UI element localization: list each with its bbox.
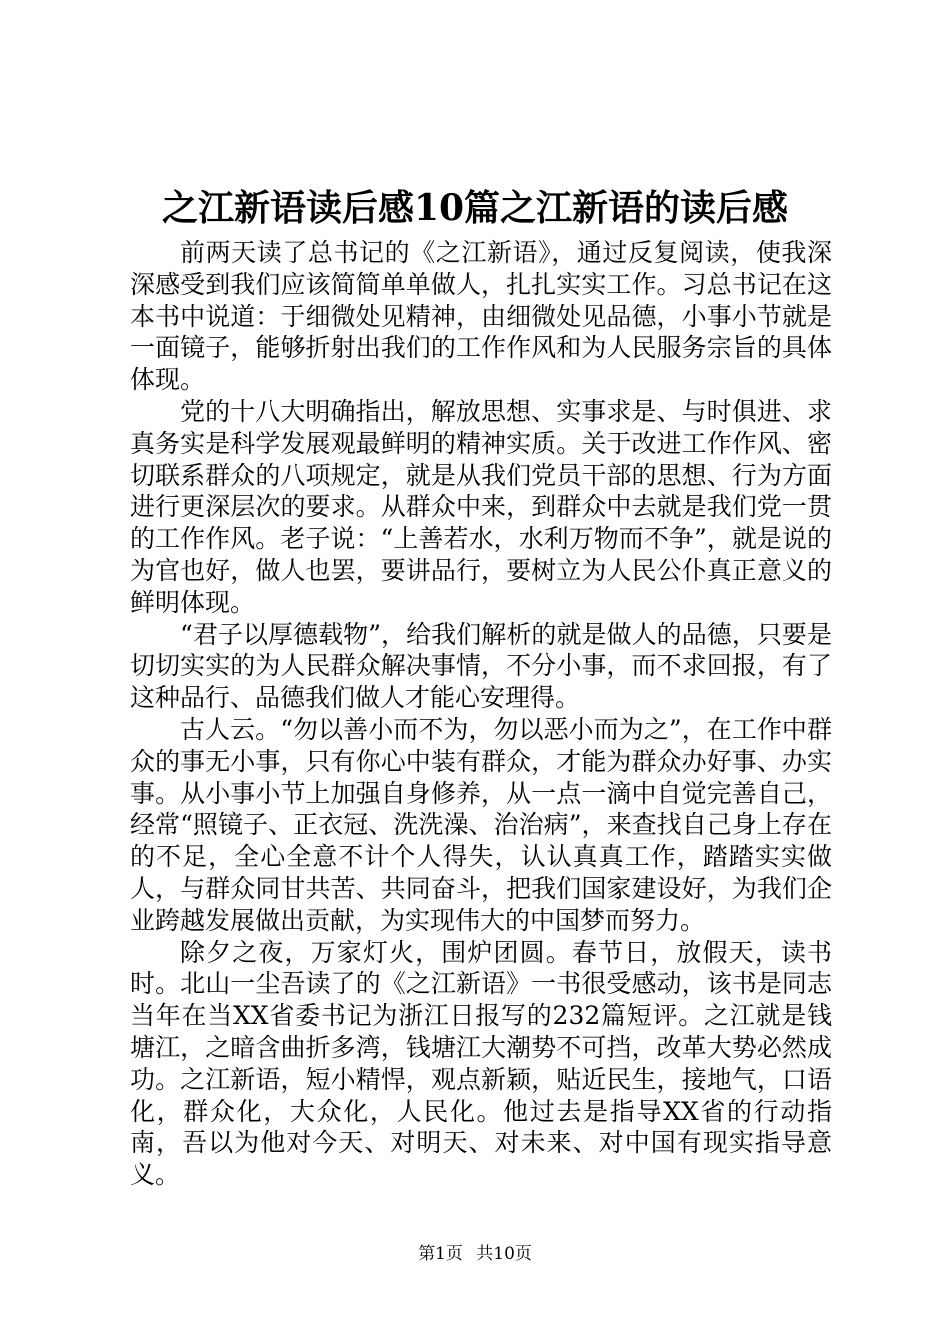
paragraph: 党的十八大明确指出，解放思想、实事求是、与时俱进、求真务实是科学发展观最鲜明的精神实质。关于改进工作作风、密切联系群众的八项规定，就是从我们党员干部的思想、行为方面进行更深层次的要求。从群众中来，到群众中去就是我们党一贯的工作作风。老子说：“上善若水，水利万物而不争”，就是说的为官也好，做人也罢，要讲品行，要树立为人民公仆真正意义的鲜明体现。 bbox=[130, 396, 832, 617]
document-body bbox=[130, 237, 832, 1191]
paragraph: “君子以厚德载物”，给我们解析的就是做人的品德，只要是切切实实的为人民群众解决事情，不分小事，而不求回报，有了这种品行、品德我们做人才能心安理得。 bbox=[130, 619, 832, 713]
paragraph: 古人云。“勿以善小而不为，勿以恶小而为之”，在工作中群众的事无小事，只有你心中装有群众，才能为群众办好事、办实事。从小事小节上加强自身修养，从一点一滴中自觉完善自己，经常“照镜子、正衣冠、洗洗澡、治治病”，来查找自己身上存在的不足，全心全意不计个人得失，认认真真工作，踏踏实实做人，与群众同甘共苦、共同奋斗，把我们国家建设好，为我们企业跨越发展做出贡献，为实现伟大的中国梦而努力。 bbox=[130, 714, 832, 935]
paragraph: 除夕之夜，万家灯火，围炉团圆。春节日，放假天，读书时。北山一尘吾读了的《之江新语》一书很受感动，该书是同志当年在当XX省委书记为浙江日报写的232篇短评。之江就是钱塘江，之暗含曲折多湾，钱塘江大潮势不可挡，改革大势必然成功。之江新语，短小精悍，观点新颖，贴近民生，接地气，口语化，群众化，大众化，人民化。他过去是指导XX省的行动指南，吾以为他对今天、对明天、对未来、对中国有现实指导意义。 bbox=[130, 937, 832, 1190]
page-number: 第1页 bbox=[418, 1244, 463, 1264]
document-title: 之江新语读后感10篇之江新语的读后感 bbox=[161, 187, 789, 229]
page-total: 共10页 bbox=[476, 1244, 532, 1264]
page-footer bbox=[0, 1243, 950, 1265]
paragraph: 前两天读了总书记的《之江新语》，通过反复阅读，使我深深感受到我们应该简简单单做人，扎扎实实工作。习总书记在这本书中说道：于细微处见精神，由细微处见品德，小事小节就是一面镜子，能够折射出我们的工作作风和为人民服务宗旨的具体体现。 bbox=[130, 238, 832, 395]
